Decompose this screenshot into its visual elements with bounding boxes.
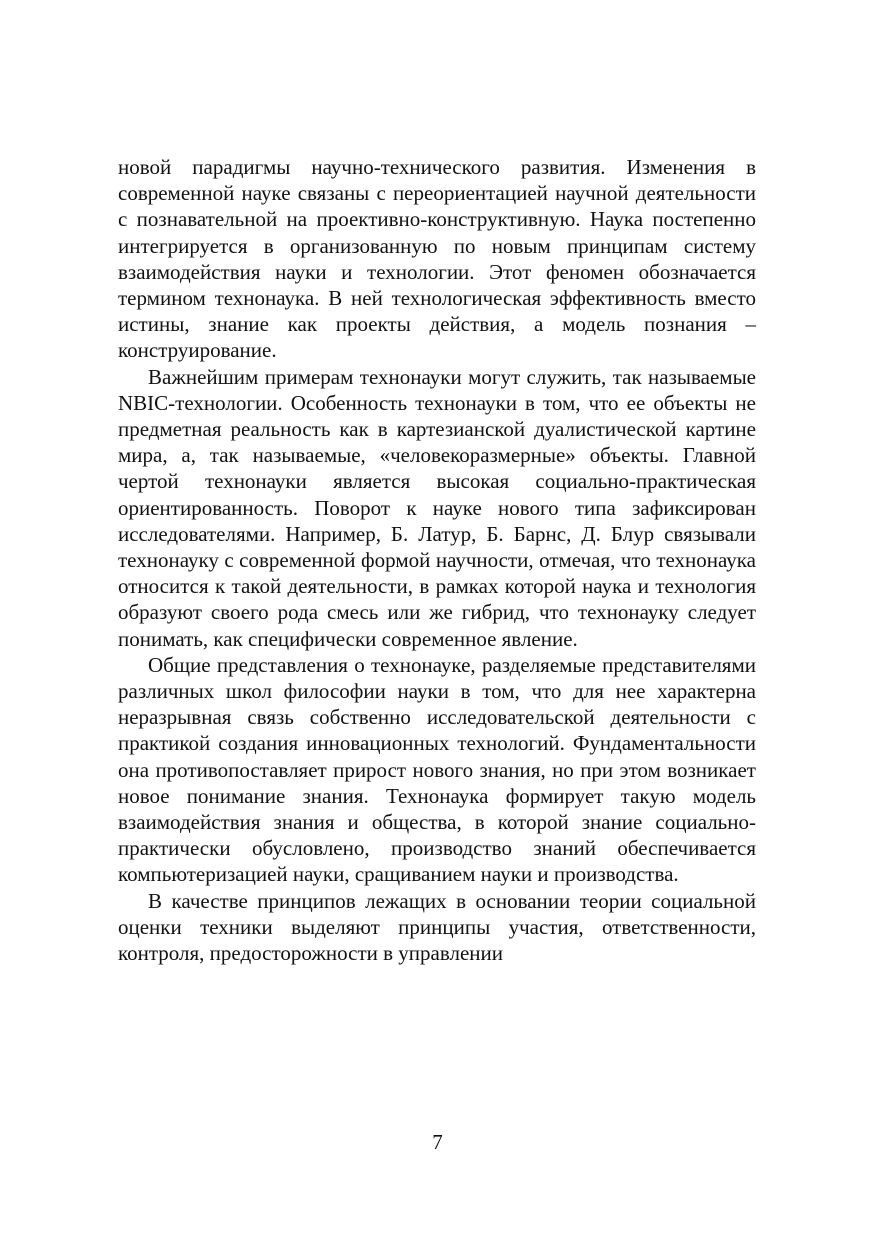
paragraph-3: Общие представления о технонауке, разделяемые представителями различных школ философии науки в том, что для нее характерна неразрывная связь собственно исследовательской деятельности с практикой создания инновационных технологий. Фундаментальности она противопоставляет прирост нового знания, но при этом возникает новое понимание знания. Технонаука формирует такую модель взаимодействия знания и общества, в которой знание социально-практически обусловлено, производство знаний обеспечивается компьютеризацией науки, сращиванием науки и производства. [118,652,756,887]
paragraph-1-continuation: новой парадигмы научно-технического развития. Изменения в современной науке связаны с переориентацией научной деятельности с познавательной на проективно-конструктивную. Наука постепенно интегрируется в организованную по новым принципам систему взаимодействия науки и технологии. Этот феномен обозначается термином технонаука. В ней технологическая эффективность вместо истины, знание как проекты действия, а модель познания – конструирование. [118,155,756,363]
page-number: 7 [432,1130,443,1154]
paragraph-4: В качестве принципов лежащих в основании теории социальной оценки техники выделяют принципы участия, ответственности, контроля, предосторожности в управлении [118,888,756,966]
paragraph-2: Важнейшим примерам технонауки могут служить, так называемые NBIC-технологии. Особенность технонауки в том, что ее объекты не предметная реальность как в картезианской дуалистической картине мира, а, так называемые, «человекоразмерные» объекты. Главной чертой технонауки является высокая социально-практическая ориентированность. Поворот к науке нового типа зафиксирован исследователями. Например, Б. Латур, Б. Барнс, Д. Блур связывали технонауку с современной формой научности, отмечая, что технонаука относится к такой деятельности, в рамках которой наука и технология образуют своего рода смесь или же гибрид, что технонауку следует понимать, как специфически современное явление. [118,364,756,651]
body-text [118,154,756,966]
